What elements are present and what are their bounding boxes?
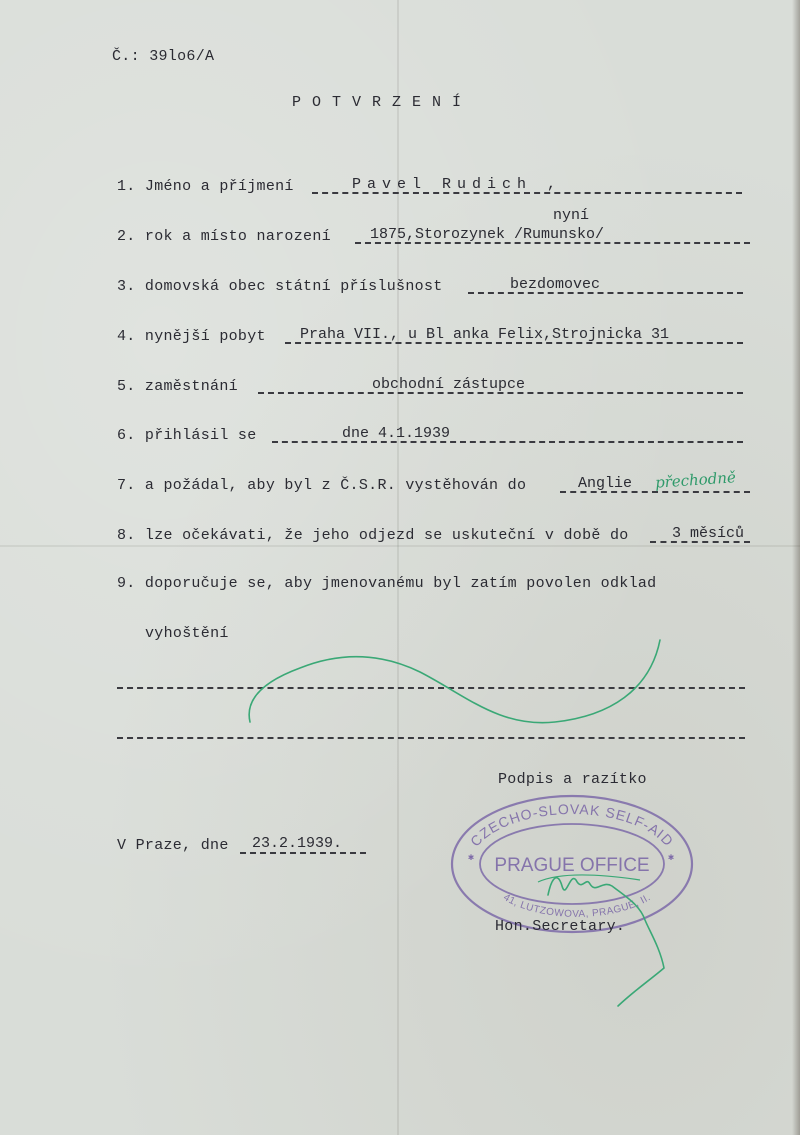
field-8-label: 8. lze očekávati, že jeho odjezd se uskuteční v době do xyxy=(117,527,629,544)
signer-title: Hon.Secretary. xyxy=(495,918,626,935)
field-4-label: 4. nynější pobyt xyxy=(117,328,266,345)
field-2-annotation: nyní xyxy=(553,207,590,224)
field-9-continuation: vyhoštění xyxy=(145,625,229,642)
field-3-label: 3. domovská obec státní příslušnost xyxy=(117,278,443,295)
field-6-label: 6. přihlásil se xyxy=(117,427,257,444)
field-5-value: obchodní zástupce xyxy=(372,376,526,393)
field-8-value: 3 měsíců xyxy=(672,525,745,542)
field-4-value: Praha VII., u Bl anka Felix,Strojnicka 31 xyxy=(300,326,670,343)
field-3-value: bezdomovec xyxy=(510,276,601,293)
field-2-label: 2. rok a místo narození xyxy=(117,228,331,245)
stamp-center-text: PRAGUE OFFICE xyxy=(494,855,650,876)
reference-number: Č.: 39lo6/A xyxy=(112,48,215,65)
field-5-label: 5. zaměstnání xyxy=(117,378,238,395)
field-7-handwritten-note: přechodně xyxy=(654,468,737,492)
stamp-outer-top-text: CZECHO-SLOVAK SELF-AID xyxy=(466,800,678,850)
place-date-value: 23.2.1939. xyxy=(252,835,343,852)
stamp-outer-bottom-text: 41, LUTZOWOVA, PRAGUE, II. xyxy=(501,892,653,920)
document-title: P O T V R Z E N Í xyxy=(292,94,463,111)
field-2-value: 1875,Storozynek /Rumunsko/ xyxy=(370,226,605,243)
svg-text:✱: ✱ xyxy=(668,853,675,864)
field-9-label: 9. doporučuje se, aby jmenovanému byl zatím povolen odklad xyxy=(117,575,657,592)
field-7-label: 7. a požádal, aby byl z Č.S.R. vystěhován do xyxy=(117,477,527,494)
field-1-value: Pavel Rudich , xyxy=(352,176,563,193)
signature-caption: Podpis a razítko xyxy=(498,771,647,788)
field-7-value: Anglie xyxy=(578,475,633,492)
place-date-label: V Praze, dne xyxy=(117,837,229,854)
field-1-label: 1. Jméno a příjmení xyxy=(117,178,294,195)
svg-text:✱: ✱ xyxy=(468,853,475,864)
field-6-value: dne 4.1.1939 xyxy=(342,425,451,442)
